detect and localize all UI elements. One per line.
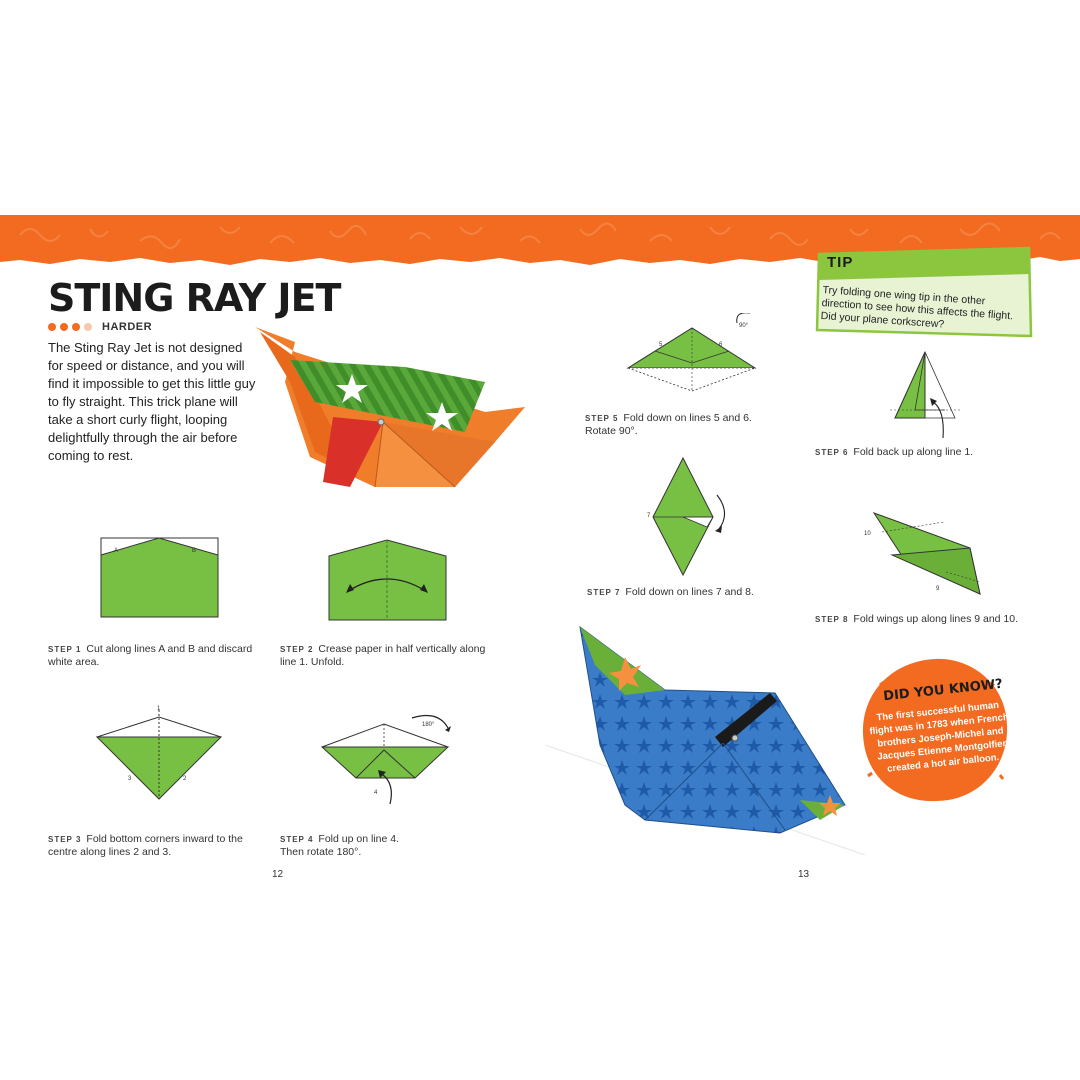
did-you-know-text: The first successful human flight was in 1783 when French brothers Joseph-Michel and Jacques Etienne Montgolfier created a hot air balloon. <box>868 699 1010 775</box>
step6-caption <box>815 446 1015 459</box>
step3-caption <box>48 833 268 859</box>
line-label: 1 <box>157 706 161 712</box>
step2-diagram <box>328 538 448 623</box>
step-text: Fold back up along line 1. <box>853 446 974 458</box>
line-label: 2 <box>183 776 187 782</box>
line-label: 3 <box>128 776 132 782</box>
step1-diagram <box>100 535 220 620</box>
page-title: STING RAY JET <box>48 276 341 320</box>
page-number-left: 12 <box>272 869 284 880</box>
step5-diagram <box>625 313 760 398</box>
difficulty-dot-filled <box>72 323 80 331</box>
rotation-label: 90° <box>739 323 749 329</box>
line-label: 9 <box>936 586 940 592</box>
step-number: STEP 1 <box>48 645 82 654</box>
step8-diagram <box>862 510 987 600</box>
difficulty-dot-filled <box>60 323 68 331</box>
line-label: 5 <box>659 342 663 348</box>
step-number: STEP 5 <box>585 414 619 423</box>
difficulty-label: HARDER <box>102 321 153 333</box>
step7-diagram <box>645 455 735 580</box>
line-label: 7 <box>647 513 651 519</box>
step-text: Crease paper in half vertically along line 1. Unfold. <box>280 643 486 668</box>
step6-diagram <box>885 350 965 440</box>
step4-diagram <box>320 712 455 812</box>
intro-paragraph: The Sting Ray Jet is not designed for speed or distance, and you will find it impossible to get this little guy to fly straight. This trick plane will take a short curly flight, looping delightfully through the air before coming to rest. <box>48 340 256 463</box>
line-label: A <box>114 548 119 554</box>
step7-caption <box>587 586 807 599</box>
tip-text: Try folding one wing tip in the other direction to see how this affects the flight. Did your plane corkscrew? <box>820 284 1014 331</box>
line-label: 6 <box>719 342 723 348</box>
step5-caption <box>585 412 765 438</box>
step2-caption <box>280 643 500 669</box>
step-text: Fold down on lines 5 and 6. Rotate 90°. <box>585 412 752 437</box>
step-text: Fold wings up along lines 9 and 10. <box>853 613 1019 625</box>
step-number: STEP 7 <box>587 588 621 597</box>
step-number: STEP 8 <box>815 615 849 624</box>
line-label: 10 <box>864 531 871 537</box>
difficulty-dot-filled <box>48 323 56 331</box>
tip-title: TIP <box>827 254 854 271</box>
tip-box <box>815 246 1033 340</box>
page-number-right: 13 <box>798 869 810 880</box>
difficulty-rating <box>48 321 152 333</box>
step-text: Fold up on line 4. Then rotate 180°. <box>280 833 399 858</box>
step-number: STEP 6 <box>815 448 849 457</box>
step4-caption <box>280 833 420 859</box>
blue-plane-photo <box>545 625 875 855</box>
step1-caption <box>48 643 268 669</box>
step-number: STEP 2 <box>280 645 314 654</box>
step3-diagram <box>95 702 225 802</box>
step-number: STEP 3 <box>48 835 82 844</box>
step-text: Fold bottom corners inward to the centre along lines 2 and 3. <box>48 833 243 858</box>
line-label: 4 <box>374 790 378 796</box>
line-label: B <box>192 548 197 554</box>
did-you-know-title: DID YOU KNOW? <box>882 676 1004 705</box>
rotation-label: 180° <box>422 722 435 728</box>
step-number: STEP 4 <box>280 835 314 844</box>
step-text: Fold down on lines 7 and 8. <box>625 586 754 598</box>
orange-plane-photo <box>255 322 530 492</box>
difficulty-dot-empty <box>84 323 92 331</box>
step-text: Cut along lines A and B and discard white area. <box>48 643 253 668</box>
did-you-know-badge <box>860 655 1010 805</box>
